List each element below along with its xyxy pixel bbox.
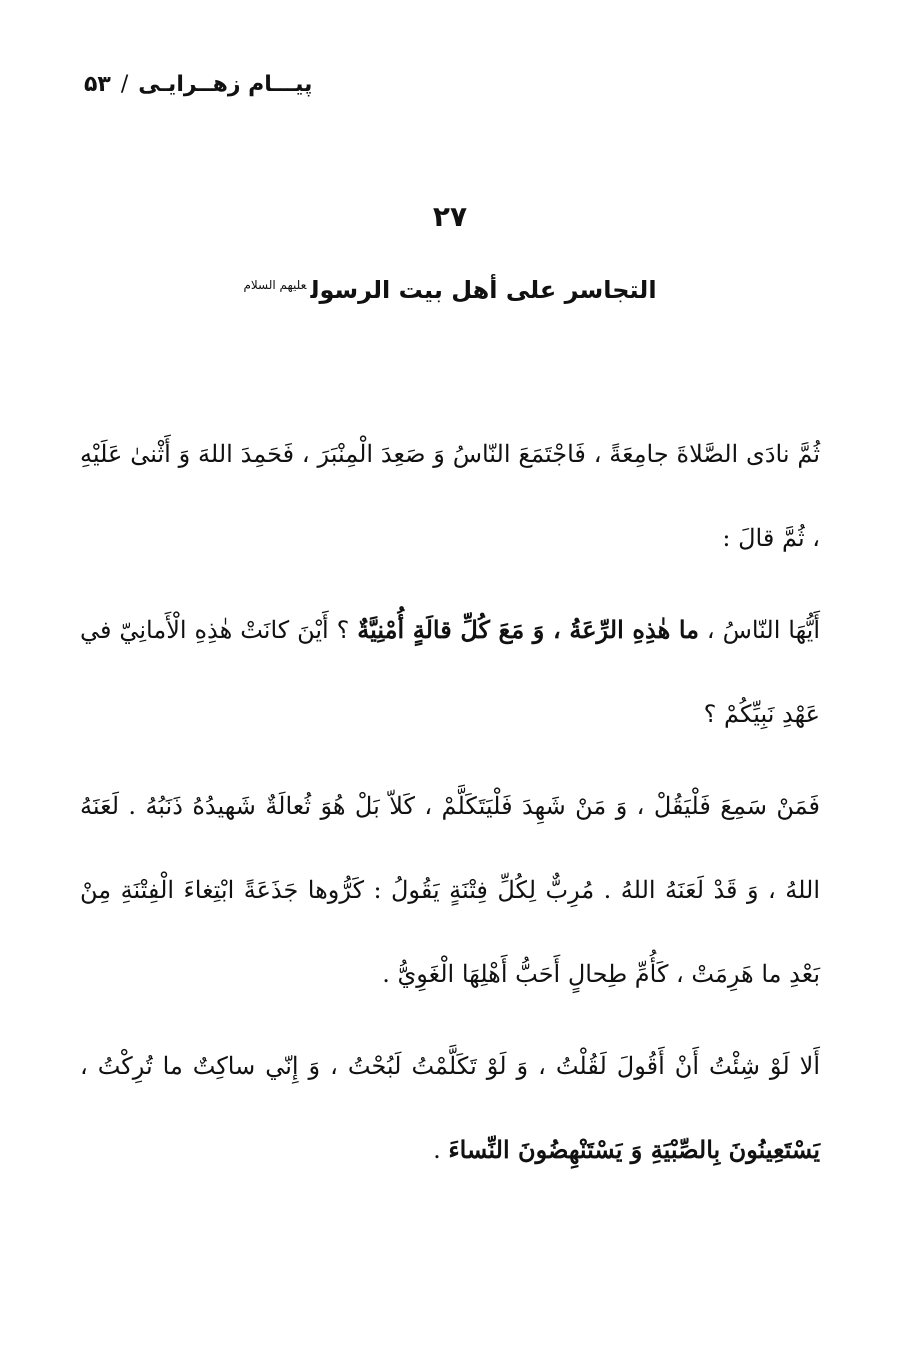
paragraph-text: ؟ أَيْنَ كانَتْ هٰذِهِ الْأَمانِيّ في عَهْدِ نَبِيِّكُمْ ؟ [80,616,820,728]
section-title-line [0,276,900,304]
book-title: پیـــام زهــرایـی [138,72,313,97]
header-separator: / [120,72,129,97]
paragraph-text: أَلا لَوْ شِئْتُ أَنْ أَقُولَ لَقُلْتُ ، وَ لَوْ تَكَلَّمْتُ لَبُحْتُ ، وَ إِنّي ساكِتٌ ما تُرِكْتُ ، [80,1052,820,1080]
paragraph-4 [80,1024,820,1192]
page-number: ۵۳ [84,72,111,97]
honorific-mark: عليهم السلام [243,278,307,292]
body-text [80,412,820,1192]
paragraph-text: . [433,1136,449,1164]
paragraph-text: أَيُّهَا النّاسُ ، [699,616,821,644]
section-title: التجاسر على أهل بيت الرسول [310,276,657,304]
paragraph-text: ثُمَّ نادَى الصَّلاةَ جامِعَةً ، فَاجْتَمَعَ النّاسُ وَ صَعِدَ الْمِنْبَرَ ، فَحَمِدَ اللهَ وَ أَثْنىٰ عَلَيْهِ ، ثُمَّ قالَ : [80,440,820,552]
section-number: ۲۷ [432,200,468,233]
paragraph-emphasis: يَسْتَعِينُونَ بِالصِّبْيَةِ وَ يَسْتَنْهِضُونَ النِّساءَ [448,1135,820,1164]
paragraph-3 [80,764,820,1016]
paragraph-1 [80,412,820,580]
paragraph-emphasis: ما هٰذِهِ الرِّعَةُ ، وَ مَعَ كُلِّ قالَةٍ أُمْنِيَّةٌ [357,615,700,644]
page-header [84,72,312,97]
paragraph-text: فَمَنْ سَمِعَ فَلْيَقُلْ ، وَ مَنْ شَهِدَ فَلْيَتَكَلَّمْ ، كَلاّ بَلْ هُوَ ثُعالَةٌ شَهيدُهُ ذَنَبُهُ . لَعَنَهُ اللهُ ، وَ قَدْ لَعَنَهُ اللهُ . مُرِبٌّ لِكُلِّ فِتْنَةٍ يَقُولُ : كَرُّوها جَذَعَةً ابْتِغاءَ الْفِتْنَةِ مِنْ بَعْدِ ما هَرِمَتْ ، كَأُمِّ طِحالٍ أَحَبُّ أَهْلِهَا الْغَوِيُّ . [80,792,820,988]
paragraph-2 [80,588,820,756]
